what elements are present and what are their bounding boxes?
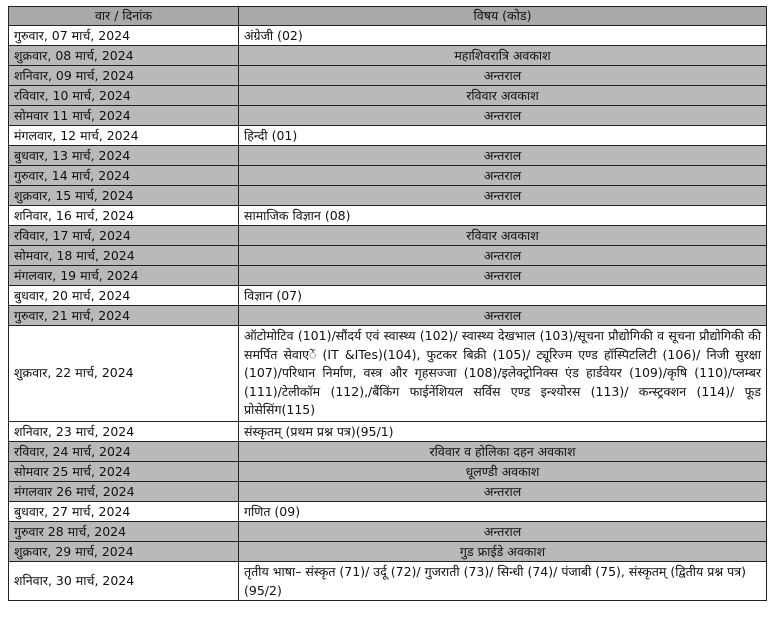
- date-cell: सोमवार 25 मार्च, 2024: [9, 461, 239, 481]
- header-date: वार / दिनांक: [9, 7, 239, 26]
- subject-cell: हिन्दी (01): [239, 126, 767, 146]
- subject-cell: तृतीय भाषा– संस्कृत (71)/ उर्दू (72)/ गुजराती (73)/ सिन्धी (74)/ पंजाबी (75), संस्कृतम् (द्वितीय प्रश्न पत्र)(95/2): [239, 561, 767, 600]
- date-cell: शुक्रवार, 22 मार्च, 2024: [9, 326, 239, 422]
- table-row: [9, 481, 767, 501]
- date-cell: मंगलवार, 12 मार्च, 2024: [9, 126, 239, 146]
- table-row: [9, 326, 767, 422]
- holiday-cell: धूलण्डी अवकाश: [239, 461, 767, 481]
- schedule-rows: [9, 26, 767, 601]
- date-cell: मंगलवार 26 मार्च, 2024: [9, 481, 239, 501]
- date-cell: सोमवार, 18 मार्च, 2024: [9, 246, 239, 266]
- table-row: [9, 86, 767, 106]
- holiday-cell: अन्तराल: [239, 246, 767, 266]
- subject-cell: ऑटोमोटिव (101)/सौंदर्य एवं स्वास्थ्य (102)/ स्वास्थ्य देखभाल (103)/सूचना प्रौद्योगिकी व सूचना प्रौद्योगिकी की समर्पित सेवाएें (IT &ITes)(104), फुटकर बिक्री (105)/ ट्यूरिज्म एण्ड हॉस्पिटलिटी (106)/ निजी सुरक्षा (107)/परिधान निर्माण, वस्त्र और गृहसज्जा (108)/इलेक्ट्रोनिक्स एंड हार्डवेयर (109)/कृषि (110)/प्लम्बर (111)/टेलीकॉम (112),/बैंकिंग फाईनेंशियल सर्विस एण्ड इन्श्योरस (113)/ कन्स्ट्रक्शन (114)/ फूड प्रोसेसिंग(115): [239, 326, 767, 422]
- holiday-cell: अन्तराल: [239, 266, 767, 286]
- table-row: [9, 66, 767, 86]
- date-cell: सोमवार 11 मार्च, 2024: [9, 106, 239, 126]
- date-cell: गुरुवार 28 मार्च, 2024: [9, 521, 239, 541]
- holiday-cell: गुड फ्राईडे अवकाश: [239, 541, 767, 561]
- table-row: [9, 306, 767, 326]
- holiday-cell: अन्तराल: [239, 166, 767, 186]
- table-row: [9, 421, 767, 441]
- holiday-cell: महाशिवरात्रि अवकाश: [239, 46, 767, 66]
- table-row: [9, 246, 767, 266]
- holiday-cell: अन्तराल: [239, 106, 767, 126]
- holiday-cell: अन्तराल: [239, 481, 767, 501]
- holiday-cell: अन्तराल: [239, 521, 767, 541]
- holiday-cell: रविवार व होलिका दहन अवकाश: [239, 441, 767, 461]
- holiday-cell: अन्तराल: [239, 186, 767, 206]
- table-row: [9, 226, 767, 246]
- table-row: [9, 106, 767, 126]
- table-row: [9, 146, 767, 166]
- table-row: [9, 186, 767, 206]
- date-cell: मंगलवार, 19 मार्च, 2024: [9, 266, 239, 286]
- holiday-cell: रविवार अवकाश: [239, 86, 767, 106]
- date-cell: शुक्रवार, 15 मार्च, 2024: [9, 186, 239, 206]
- date-cell: गुरुवार, 21 मार्च, 2024: [9, 306, 239, 326]
- exam-schedule-sheet: [8, 6, 766, 601]
- table-row: [9, 166, 767, 186]
- table-header-row: [9, 7, 767, 26]
- subject-cell: अंग्रेजी (02): [239, 26, 767, 46]
- date-cell: गुरुवार, 07 मार्च, 2024: [9, 26, 239, 46]
- holiday-cell: अन्तराल: [239, 146, 767, 166]
- subject-cell: गणित (09): [239, 501, 767, 521]
- table-row: [9, 441, 767, 461]
- date-cell: रविवार, 10 मार्च, 2024: [9, 86, 239, 106]
- table-row: [9, 461, 767, 481]
- table-row: [9, 521, 767, 541]
- table-row: [9, 266, 767, 286]
- date-cell: शनिवार, 23 मार्च, 2024: [9, 421, 239, 441]
- table-row: [9, 206, 767, 226]
- header-subject: विषय (कोड): [239, 7, 767, 26]
- date-cell: शुक्रवार, 08 मार्च, 2024: [9, 46, 239, 66]
- date-cell: शनिवार, 16 मार्च, 2024: [9, 206, 239, 226]
- date-cell: बुधवार, 20 मार्च, 2024: [9, 286, 239, 306]
- exam-schedule-table: [8, 6, 767, 601]
- table-row: [9, 541, 767, 561]
- date-cell: रविवार, 24 मार्च, 2024: [9, 441, 239, 461]
- table-row: [9, 46, 767, 66]
- table-row: [9, 561, 767, 600]
- holiday-cell: रविवार अवकाश: [239, 226, 767, 246]
- holiday-cell: अन्तराल: [239, 66, 767, 86]
- holiday-cell: अन्तराल: [239, 306, 767, 326]
- date-cell: रविवार, 17 मार्च, 2024: [9, 226, 239, 246]
- subject-cell: विज्ञान (07): [239, 286, 767, 306]
- subject-cell: संस्कृतम् (प्रथम प्रश्न पत्र)(95/1): [239, 421, 767, 441]
- date-cell: शुक्रवार, 29 मार्च, 2024: [9, 541, 239, 561]
- table-row: [9, 26, 767, 46]
- date-cell: शनिवार, 09 मार्च, 2024: [9, 66, 239, 86]
- table-row: [9, 126, 767, 146]
- table-row: [9, 501, 767, 521]
- table-row: [9, 286, 767, 306]
- date-cell: गुरुवार, 14 मार्च, 2024: [9, 166, 239, 186]
- date-cell: बुधवार, 13 मार्च, 2024: [9, 146, 239, 166]
- date-cell: बुधवार, 27 मार्च, 2024: [9, 501, 239, 521]
- date-cell: शनिवार, 30 मार्च, 2024: [9, 561, 239, 600]
- subject-cell: सामाजिक विज्ञान (08): [239, 206, 767, 226]
